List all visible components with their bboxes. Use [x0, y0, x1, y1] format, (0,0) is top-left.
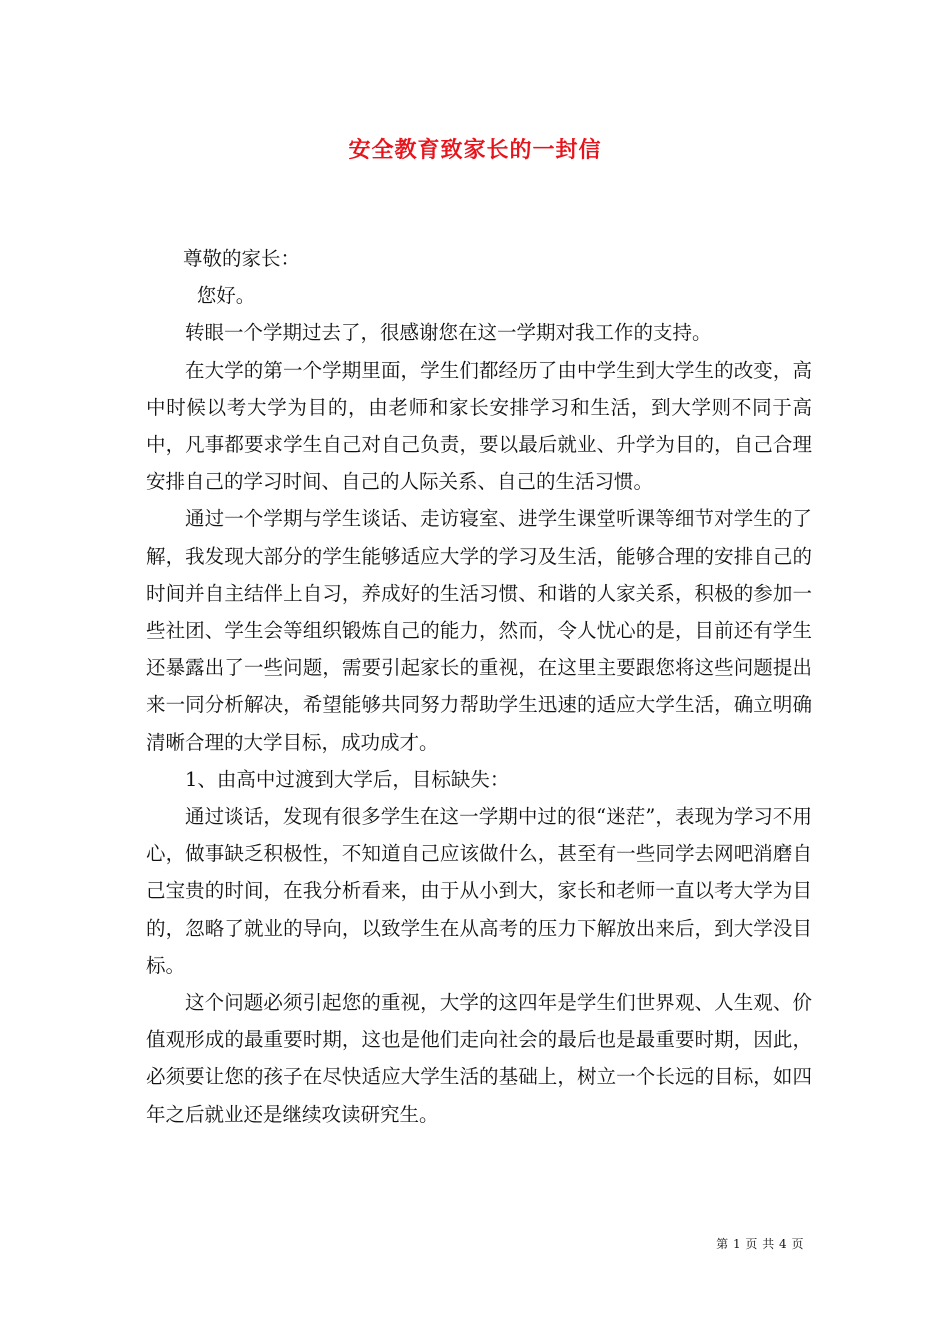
paragraph: 通过一个学期与学生谈话、走访寝室、进学生课堂听课等细节对学生的了解，我发现大部分的学生能够适应大学的学习及生活，能够合理的安排自己的时间并自主结伴上自习，养成好的生活习惯、和谐的人家关系，积极的参加一些社团、学生会等组织锻炼自己的能力，然而，令人忧心的是，目前还有学生还暴露出了一些问题，需要引起家长的重视，在这里主要跟您将这些问题提出来一同分析解决，希望能够共同努力帮助学生迅速的适应大学生活，确立明确清晰合理的大学目标，成功成才。	[146, 507, 812, 754]
letter-body	[146, 240, 812, 1133]
paragraph: 这个问题必须引起您的重视，大学的这四年是学生们世界观、人生观、价值观形成的最重要时期，这也是他们走向社会的最后也是最重要时期，因此，必须要让您的孩子在尽快适应大学生活的基础上，树立一个长远的目标，如四年之后就业还是继续攻读研究生。	[146, 991, 812, 1126]
page-number: 第 1 页 共 4 页	[716, 1237, 804, 1251]
paragraph: 通过谈话，发现有很多学生在这一学期中过的很“迷茫”，表现为学习不用心，做事缺乏积极性，不知道自己应该做什么，甚至有一些同学去网吧消磨自己宝贵的时间，在我分析看来，由于从小到大，家长和老师一直以考大学为目的，忽略了就业的导向，以致学生在从高考的压力下解放出来后，到大学没目标。	[146, 805, 812, 977]
paragraph: 在大学的第一个学期里面，学生们都经历了由中学生到大学生的改变，高中时候以考大学为目的，由老师和家长安排学习和生活，到大学则不同于高中，凡事都要求学生自己对自己负责，要以最后就业、升学为目的，自己合理安排自己的学习时间、自己的人际关系、自己的生活习惯。	[146, 358, 812, 494]
greeting: 您好。	[196, 284, 256, 308]
salutation: 尊敬的家长：	[183, 247, 301, 270]
section-heading: 1、由高中过渡到大学后，目标缺失：	[185, 767, 510, 791]
paragraph: 转眼一个学期过去了，很感谢您在这一学期对我工作的支持。	[185, 321, 712, 345]
document-title: 安全教育致家长的一封信	[348, 137, 602, 163]
